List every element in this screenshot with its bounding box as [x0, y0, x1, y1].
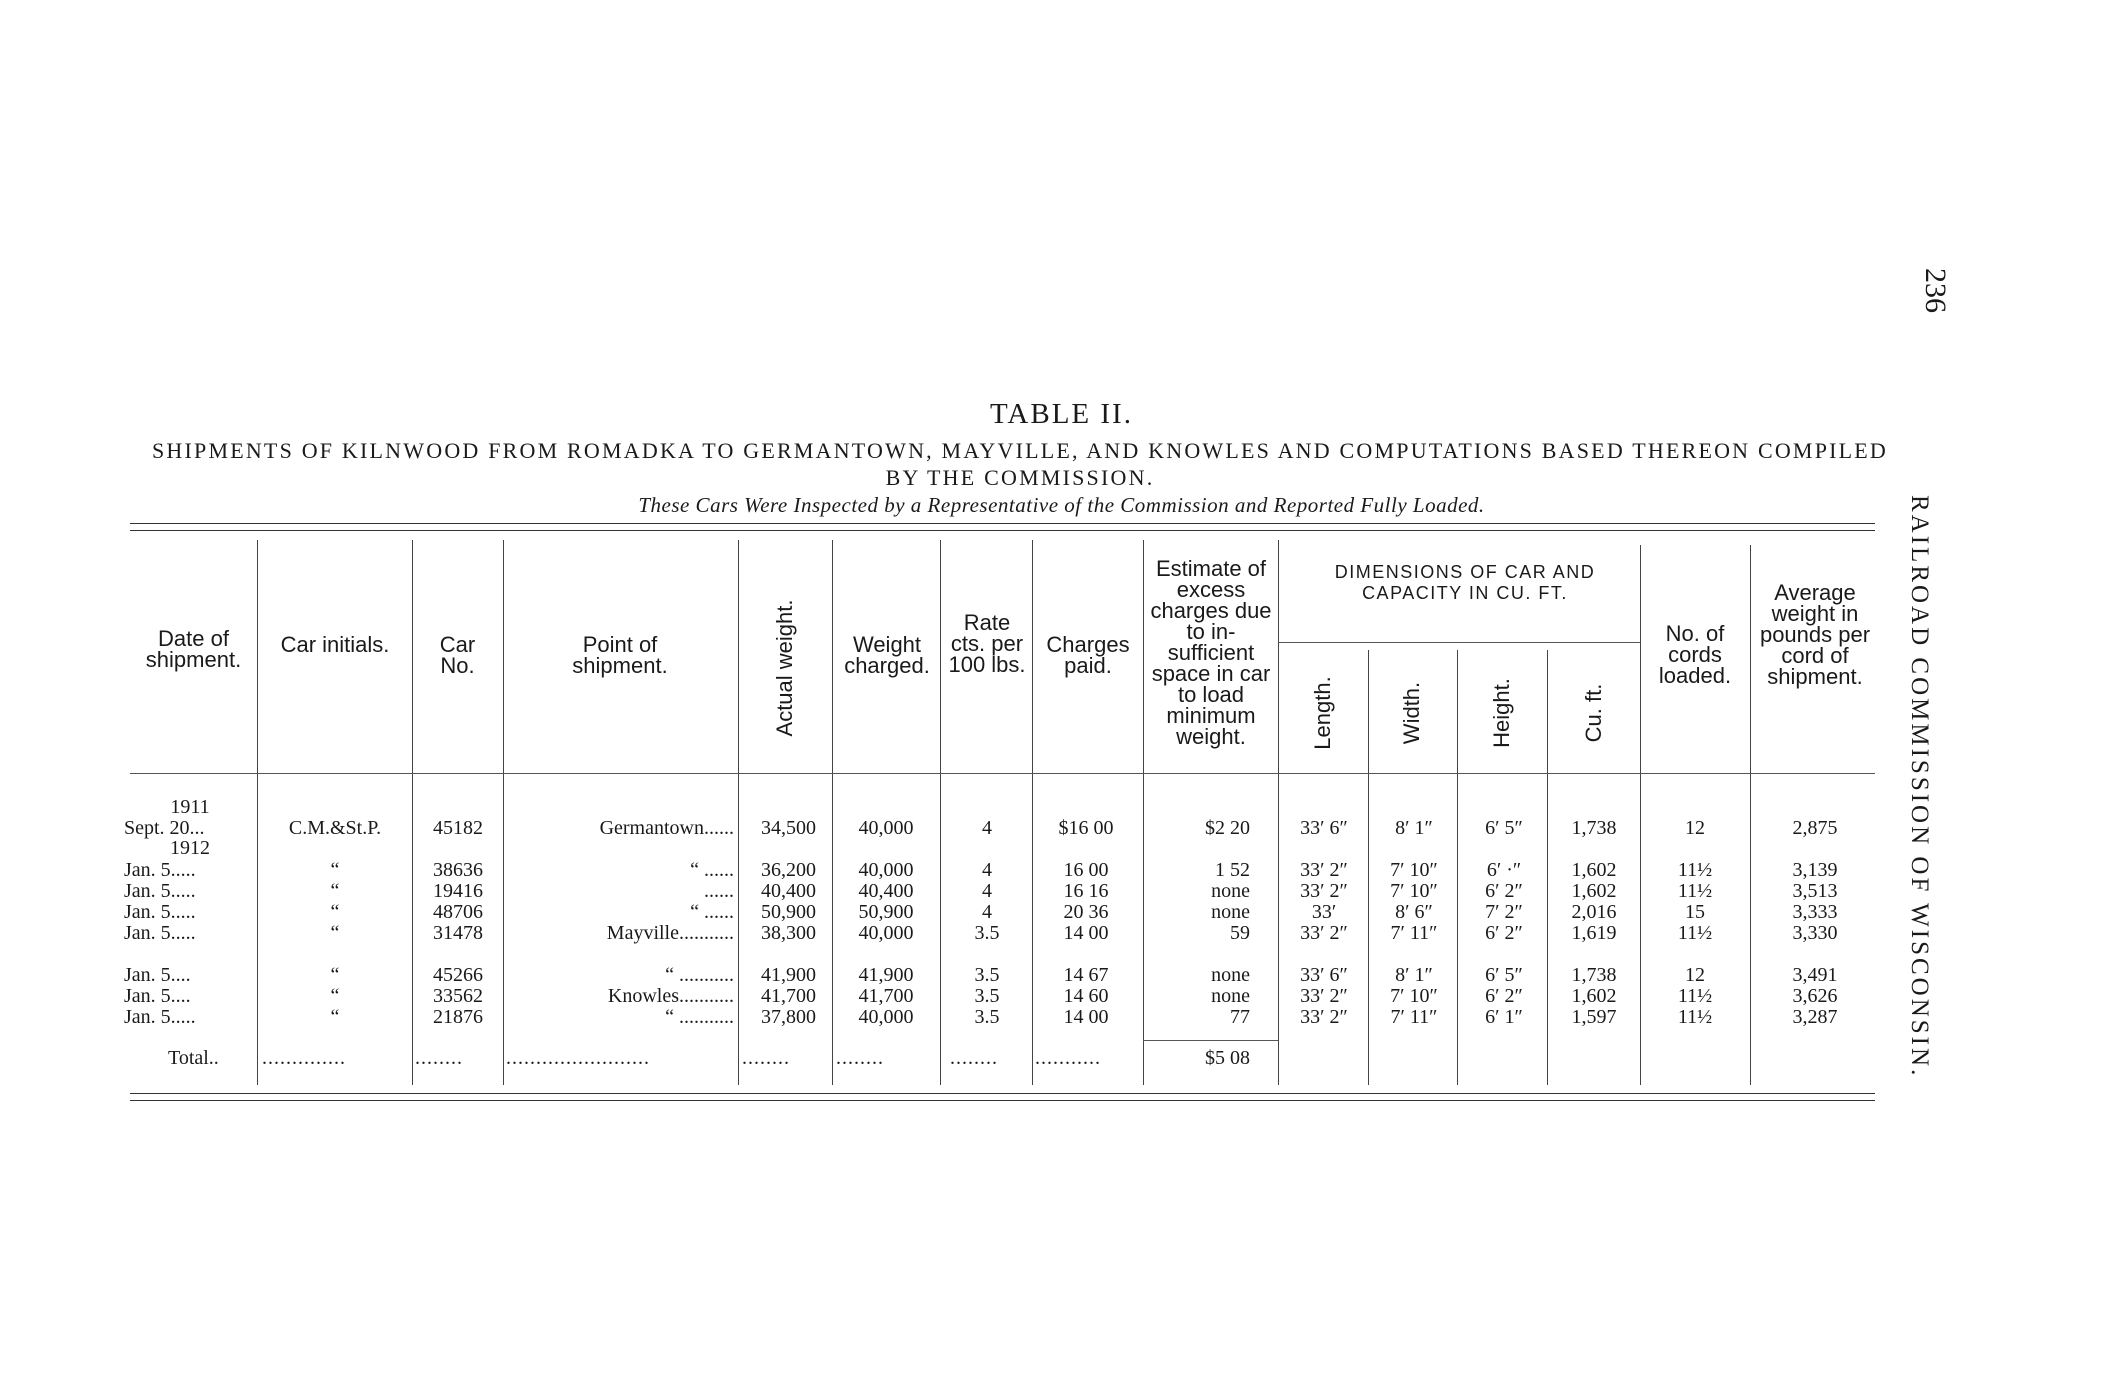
header-cords: No. of cords loaded. [1658, 621, 1732, 688]
top-rule [130, 523, 1875, 524]
table-label: TABLE II. [990, 398, 1133, 430]
cell-avg: 2,875 [1792, 817, 1838, 839]
cell-rate: 3.5 [974, 985, 1000, 1007]
cell-cords: 11½ [1677, 985, 1713, 1007]
cell-cords: 12 [1685, 817, 1705, 839]
cell-estimate: none [1211, 985, 1250, 1007]
cell-date: Jan. 5.... [124, 985, 191, 1007]
bottom-rule [130, 1093, 1875, 1094]
cell-rate: 4 [982, 901, 992, 923]
cell-charged: 40,000 [858, 817, 914, 839]
cell-width: 7′ 10″ [1390, 985, 1438, 1007]
cell-cuft: 1,619 [1571, 922, 1617, 944]
cell-car-no: 19416 [433, 880, 483, 902]
cell-estimate: 77 [1230, 1006, 1250, 1028]
cell-point: “ ...... [690, 859, 734, 881]
cell-length: 33′ 2″ [1300, 880, 1348, 902]
cell-avg: 3,330 [1792, 922, 1838, 944]
cell-length: 33′ 2″ [1300, 859, 1348, 881]
total-dots: .............. [262, 1047, 346, 1069]
cell-initials: “ [330, 880, 340, 902]
cell-cuft: 1,738 [1571, 964, 1617, 986]
header-charges: Charges paid. [1046, 632, 1130, 678]
cell-point: ...... [704, 880, 734, 902]
cell-avg: 3,491 [1792, 964, 1838, 986]
cell-actual: 36,200 [761, 859, 816, 881]
cell-width: 7′ 11″ [1390, 922, 1438, 944]
header-estimate: Estimate of excess charges due to in- sufficient space in car to load minimum weight. [1150, 556, 1272, 749]
cell-charges: 14 67 [1063, 964, 1109, 986]
cell-width: 8′ 6″ [1395, 901, 1433, 923]
total-dots: ........ [836, 1047, 884, 1069]
cell-avg: 3,513 [1792, 880, 1838, 902]
cell-height: 6′ ·″ [1486, 859, 1522, 881]
cell-height: 6′ 2″ [1485, 922, 1523, 944]
cell-charges: $16 00 [1058, 817, 1114, 839]
cell-length: 33′ 2″ [1300, 1006, 1348, 1028]
cell-cuft: 1,738 [1571, 817, 1617, 839]
running-head: RAILROAD COMMISSION OF WISCONSIN. [1906, 495, 1933, 1079]
total-dots: ........ [742, 1047, 790, 1069]
cell-charges: 14 60 [1063, 985, 1109, 1007]
cell-estimate: $2 20 [1205, 817, 1250, 839]
page-number: 236 [1919, 268, 1952, 313]
cell-car-no: 31478 [433, 922, 483, 944]
cell-car-no: 45182 [433, 817, 483, 839]
cell-actual: 38,300 [761, 922, 816, 944]
cell-cuft: 1,602 [1571, 985, 1617, 1007]
cell-charges: 16 00 [1063, 859, 1109, 881]
cell-initials: “ [330, 1006, 340, 1028]
cell-cuft: 1,597 [1571, 1006, 1617, 1028]
cell-avg: 3,333 [1792, 901, 1838, 923]
cell-height: 6′ 5″ [1485, 964, 1523, 986]
header-date: Date of shipment. [145, 626, 242, 672]
cell-initials: “ [330, 985, 340, 1007]
cell-height: 7′ 2″ [1485, 901, 1523, 923]
cell-length: 33′ 6″ [1300, 817, 1348, 839]
cell-avg: 3,626 [1792, 985, 1838, 1007]
cell-estimate: 1 52 [1215, 859, 1250, 881]
cell-date: Jan. 5..... [124, 859, 196, 881]
header-avg-weight: Average weight in pounds per cord of shipment. [1759, 580, 1871, 689]
top-rule [130, 530, 1875, 531]
cell-charged: 40,000 [858, 922, 914, 944]
header-rate: Rate cts. per 100 lbs. [948, 610, 1026, 677]
total-dots: ........ [950, 1047, 998, 1069]
year-1912: 1912 [170, 837, 210, 859]
cell-point: Knowles........... [607, 985, 734, 1007]
cell-date: Jan. 5..... [124, 922, 196, 944]
cell-rate: 4 [982, 859, 992, 881]
year-1911: 1911 [170, 796, 210, 818]
total-label: Total.. [168, 1047, 219, 1069]
cell-width: 8′ 1″ [1395, 817, 1433, 839]
cell-length: 33′ 2″ [1300, 922, 1348, 944]
cell-charged: 50,900 [858, 901, 914, 923]
cell-charges: 16 16 [1063, 880, 1109, 902]
cell-actual: 37,800 [761, 1006, 816, 1028]
cell-width: 7′ 11″ [1390, 1006, 1438, 1028]
cell-width: 7′ 10″ [1390, 880, 1438, 902]
header-weight-charged: Weight charged. [844, 632, 930, 678]
table-subheading: These Cars Were Inspected by a Representative of the Commission and Reported Fully Loaded. [638, 493, 1485, 517]
cell-charged: 40,000 [858, 859, 914, 881]
total-dots: ........................ [506, 1047, 650, 1069]
header-height: Height. [1489, 678, 1514, 748]
cell-cuft: 1,602 [1571, 880, 1617, 902]
cell-point: Mayville........... [606, 922, 734, 944]
cell-actual: 41,900 [761, 964, 816, 986]
cell-cords: 11½ [1677, 880, 1713, 902]
cell-charged: 40,400 [858, 880, 914, 902]
cell-car-no: 33562 [433, 985, 483, 1007]
cell-initials: “ [330, 901, 340, 923]
cell-estimate: 59 [1230, 922, 1250, 944]
cell-actual: 40,400 [761, 880, 816, 902]
cell-actual: 41,700 [761, 985, 816, 1007]
cell-charges: 14 00 [1063, 922, 1109, 944]
header-point: Point of shipment. [572, 632, 668, 678]
cell-estimate: none [1211, 964, 1250, 986]
cell-charges: 14 00 [1063, 1006, 1109, 1028]
cell-initials: C.M.&St.P. [288, 817, 382, 839]
cell-initials: “ [330, 964, 340, 986]
cell-rate: 4 [982, 880, 992, 902]
cell-rate: 4 [982, 817, 992, 839]
cell-width: 8′ 1″ [1395, 964, 1433, 986]
header-width: Width. [1399, 681, 1424, 745]
cell-charges: 20 36 [1063, 901, 1109, 923]
cell-point: “ ........... [665, 1006, 734, 1028]
cell-estimate: none [1211, 901, 1250, 923]
header-dimensions: DIMENSIONS OF CAR AND CAPACITY IN CU. FT. [1334, 562, 1596, 603]
cell-length: 33′ 6″ [1300, 964, 1348, 986]
cell-cuft: 2,016 [1571, 901, 1617, 923]
cell-avg: 3,287 [1792, 1006, 1838, 1028]
cell-date: Sept. 20... [124, 817, 205, 839]
cell-cords: 11½ [1677, 922, 1713, 944]
cell-point: “ ...... [690, 901, 734, 923]
cell-height: 6′ 1″ [1485, 1006, 1523, 1028]
header-car-no: Car No. [439, 632, 476, 678]
cell-car-no: 38636 [433, 859, 483, 881]
cell-length: 33′ 2″ [1300, 985, 1348, 1007]
cell-car-no: 45266 [433, 964, 483, 986]
cell-rate: 3.5 [974, 922, 1000, 944]
cell-cords: 12 [1685, 964, 1705, 986]
cell-cuft: 1,602 [1571, 859, 1617, 881]
total-dots: ........ [415, 1047, 463, 1069]
cell-date: Jan. 5..... [124, 1006, 196, 1028]
header-cuft: Cu. ft. [1581, 683, 1606, 743]
total-estimate: $5 08 [1205, 1047, 1250, 1069]
cell-estimate: none [1211, 880, 1250, 902]
cell-charged: 40,000 [858, 1006, 914, 1028]
cell-date: Jan. 5.... [124, 964, 191, 986]
cell-actual: 50,900 [761, 901, 816, 923]
cell-charged: 41,900 [858, 964, 914, 986]
cell-initials: “ [330, 859, 340, 881]
cell-length: 33′ [1311, 901, 1337, 923]
cell-car-no: 48706 [433, 901, 483, 923]
cell-initials: “ [330, 922, 340, 944]
cell-height: 6′ 2″ [1485, 985, 1523, 1007]
cell-point: “ ........... [665, 964, 734, 986]
cell-charged: 41,700 [858, 985, 914, 1007]
header-actual-weight: Actual weight. [772, 599, 797, 737]
bottom-rule [130, 1100, 1875, 1101]
cell-height: 6′ 5″ [1485, 817, 1523, 839]
cell-point: Germantown...... [599, 817, 734, 839]
cell-car-no: 21876 [433, 1006, 483, 1028]
cell-cords: 15 [1685, 901, 1705, 923]
cell-rate: 3.5 [974, 964, 1000, 986]
total-dots: ........... [1035, 1047, 1101, 1069]
cell-rate: 3.5 [974, 1006, 1000, 1028]
cell-height: 6′ 2″ [1485, 880, 1523, 902]
cell-width: 7′ 10″ [1390, 859, 1438, 881]
cell-avg: 3,139 [1792, 859, 1838, 881]
cell-date: Jan. 5..... [124, 901, 196, 923]
header-length: Length. [1310, 676, 1335, 750]
cell-date: Jan. 5..... [124, 880, 196, 902]
table-heading: SHIPMENTS OF KILNWOOD FROM ROMADKA TO GERMANTOWN, MAYVILLE, AND KNOWLES AND COMPUTATIONS BASED THEREON COMPILED BY THE COMMISSION. [151, 438, 1889, 490]
header-car-initials: Car initials. [280, 632, 390, 657]
cell-cords: 11½ [1677, 1006, 1713, 1028]
cell-cords: 11½ [1677, 859, 1713, 881]
cell-actual: 34,500 [761, 817, 816, 839]
